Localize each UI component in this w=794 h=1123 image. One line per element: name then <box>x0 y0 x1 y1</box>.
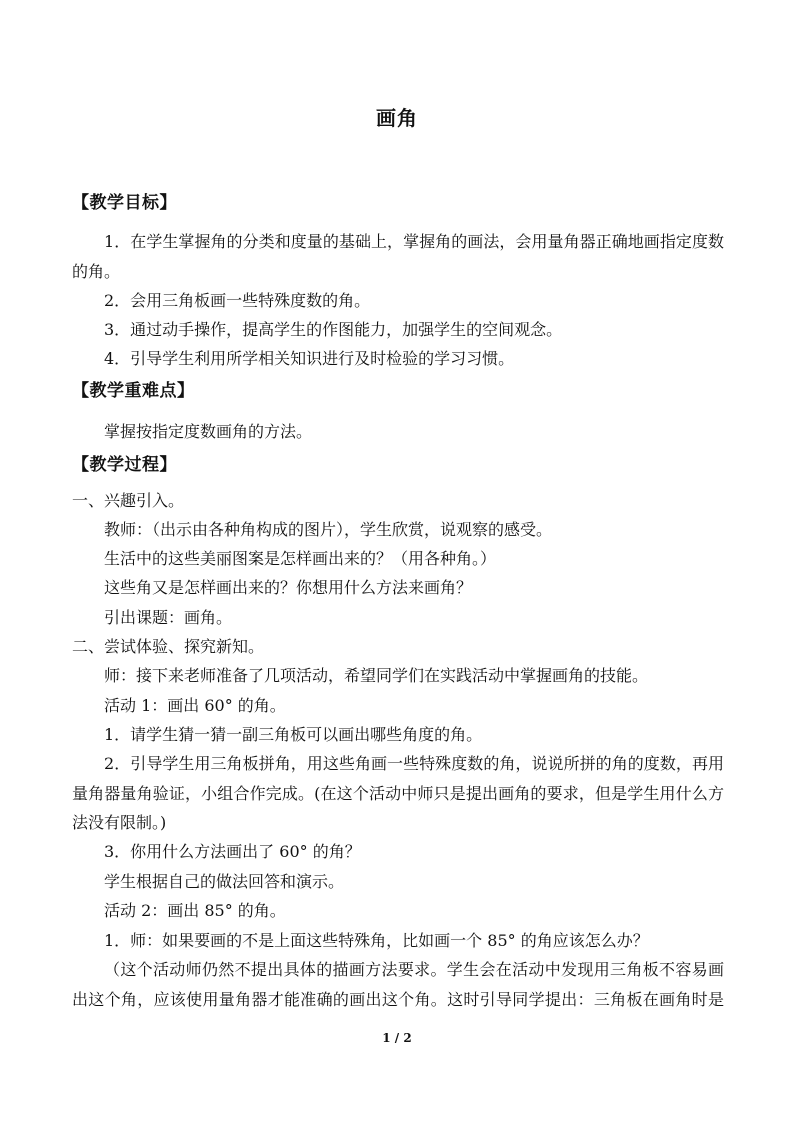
page-number: 1 / 2 <box>382 1031 412 1045</box>
objectives-heading: 【教学目标】 <box>72 193 177 213</box>
process-line: 3．你用什么方法画出了 60° 的角？ <box>104 842 361 861</box>
page-title: 画角 <box>376 106 418 130</box>
objective-4: 4．引导学生利用所学相关知识进行及时检验的学习习惯。 <box>104 349 515 368</box>
process-heading: 【教学过程】 <box>72 455 177 475</box>
process-line: （这个活动师仍然不提出具体的描画方法要求。学生会在活动中发现用三角板不容易画 <box>104 960 724 979</box>
activity-1-title: 活动 1：画出 60° 的角。 <box>104 696 286 715</box>
keypoints-heading: 【教学重难点】 <box>72 381 195 401</box>
process-line: 生活中的这些美丽图案是怎样画出来的？（用各种角。） <box>104 549 497 568</box>
objective-1-line-1: 1．在学生掌握角的分类和度量的基础上，掌握角的画法，会用量角器正确地画指定度数 <box>104 232 724 251</box>
process-line: 1．师：如果要画的不是上面这些特殊角，比如画一个 85° 的角应该怎么办？ <box>104 931 649 950</box>
process-line: 量角器量角验证，小组合作完成。(在这个活动中师只是提出画角的要求，但是学生用什么方 <box>72 784 724 803</box>
keypoints-text: 掌握按指定度数画角的方法。 <box>104 422 313 441</box>
objective-1-line-2: 的角。 <box>72 262 121 281</box>
process-step-1-heading: 一、兴趣引入。 <box>72 491 185 510</box>
process-line: 这些角又是怎样画出来的？你想用什么方法来画角？ <box>104 578 473 597</box>
objective-2: 2．会用三角板画一些特殊度数的角。 <box>104 291 371 310</box>
process-line: 师：接下来老师准备了几项活动，希望同学们在实践活动中掌握画角的技能。 <box>104 666 649 685</box>
process-line: 法没有限制。) <box>72 813 167 832</box>
process-line: 1．请学生猜一猜一副三角板可以画出哪些角度的角。 <box>104 725 483 744</box>
process-line: 出这个角，应该使用量角器才能准确的画出这个角。这时引导同学提出：三角板在画角时是 <box>72 990 724 1009</box>
activity-2-title: 活动 2：画出 85° 的角。 <box>104 901 286 920</box>
process-line: 教师：（出示由各种角构成的图片），学生欣赏，说观察的感受。 <box>104 520 553 539</box>
objective-3: 3．通过动手操作，提高学生的作图能力，加强学生的空间观念。 <box>104 320 563 339</box>
process-line: 2．引导学生用三角板拼角，用这些角画一些特殊度数的角，说说所拼的角的度数，再用 <box>104 754 724 773</box>
process-line: 引出课题：画角。 <box>104 608 233 627</box>
process-line: 学生根据自己的做法回答和演示。 <box>104 872 345 891</box>
process-step-2-heading: 二、尝试体验、探究新知。 <box>72 637 265 656</box>
